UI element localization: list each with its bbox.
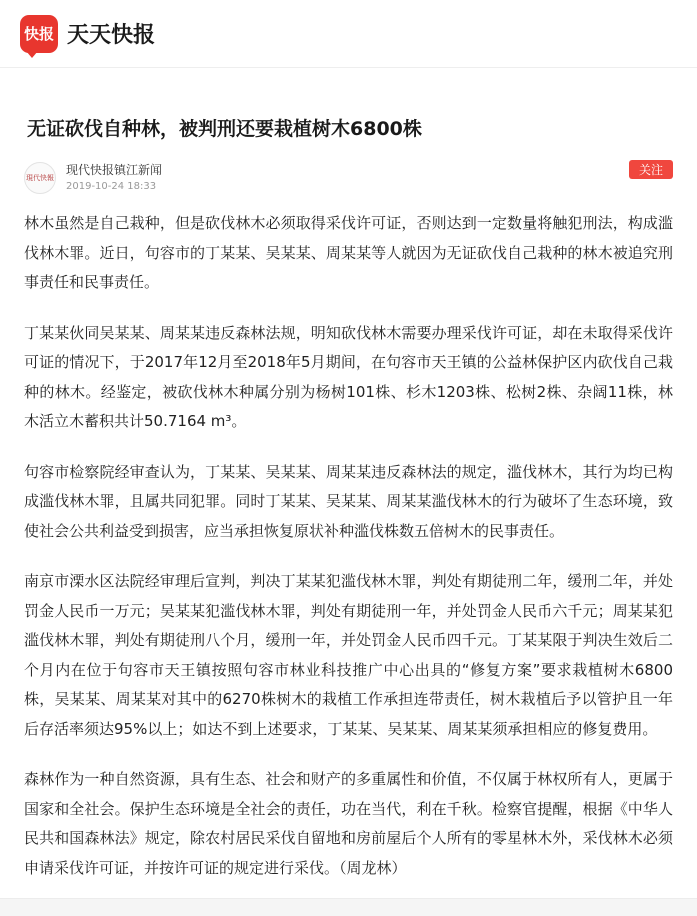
logo-badge-text: 快报	[23, 25, 54, 43]
paragraph-2: 丁某某伙同吴某某、周某某违反森林法规，明知砍伐林木需要办理采伐许可证，却在未取得采伐许可证的情况下，于2017年12月至2018年5月期间，在句容市天王镇的公益林保护区内砍伐自己栽种的林木。经鉴定，被砍伐林木种属分别为杨树101株、杉木1203株、松树2株、杂阔11株，林木活立木蓄积共计50.7164 m³。	[24, 323, 673, 430]
bottom-divider	[0, 898, 697, 916]
paragraph-1: 林木虽然是自己栽种，但是砍伐林木必须取得采伐许可证，否则达到一定数量将触犯刑法，构成滥伐林木罪。近日，句容市的丁某某、吴某某、周某某等人就因为无证砍伐自己栽种的林木被追究刑事责任和民事责任。	[24, 214, 673, 291]
source-avatar[interactable]	[24, 162, 56, 194]
follow-button[interactable]: 关注	[629, 160, 673, 179]
article-title: 无证砍伐自种林，被判刑还要栽植树木6800株	[27, 118, 422, 140]
paragraph-3: 句容市检察院经审查认为，丁某某、吴某某、周某某违反森林法的规定，滥伐林木，其行为均已构成滥伐林木罪，且属共同犯罪。同时丁某某、吴某某、周某某滥伐林木的行为破坏了生态环境，致使社会公共利益受到损害，应当承担恢复原状补种滥伐株数五倍树木的民事责任。	[24, 462, 673, 540]
article-meta	[24, 160, 673, 196]
publish-date: 2019-10-24 18:33	[66, 181, 157, 192]
app-logo-icon[interactable]	[20, 15, 58, 53]
paragraph-5: 森林作为一种自然资源，具有生态、社会和财产的多重属性和价值，不仅属于林权所有人，更属于国家和全社会。保护生态环境是全社会的责任，功在当代，利在千秋。检察官提醒，根据《中华人民共和国森林法》规定，除农村居民采伐自留地和房前屋后个人所有的零星林木外，采伐林木必须申请采伐许可证，并按许可证的规定进行采伐。（周龙林）	[24, 770, 673, 877]
app-name[interactable]: 天天快报	[67, 23, 156, 48]
article-body	[24, 209, 673, 883]
source-info	[66, 162, 162, 194]
paragraph-4: 南京市溧水区法院经审理后宣判，判决丁某某犯滥伐林木罪，判处有期徒刑二年，缓刑二年，并处罚金人民币一万元；吴某某犯滥伐林木罪，判处有期徒刑一年，并处罚金人民币六千元；周某某犯滥伐林木罪，判处有期徒刑八个月，缓刑一年，并处罚金人民币四千元。丁某某限于判决生效后二个月内在位于句容市天王镇按照句容市林业科技推广中心出具的“修复方案”要求栽植树木6800株，吴某某、周某某对其中的6270株树木的栽植工作承担连带责任，树木栽植后予以管护且一年后存活率须达95%以上；如达不到上述要求，丁某某、吴某某、周某某须承担相应的修复费用。	[24, 572, 673, 738]
app-header	[0, 0, 697, 68]
article	[0, 116, 697, 883]
avatar-logo-text: 現代快報	[26, 174, 54, 182]
source-name[interactable]: 现代快报镇江新闻	[66, 163, 163, 177]
